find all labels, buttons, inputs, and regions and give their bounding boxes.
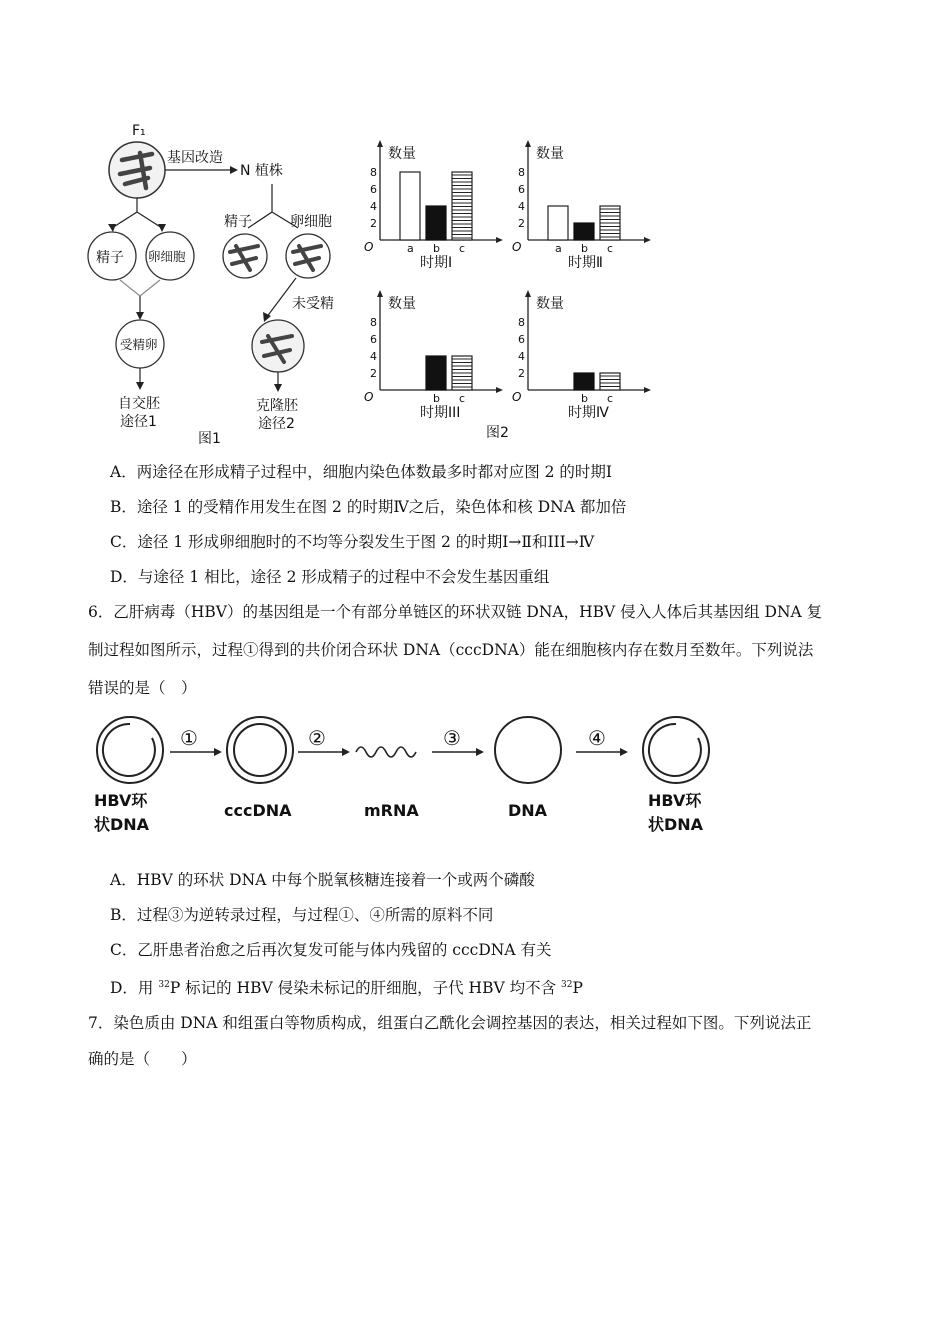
label-dna: DNA	[508, 801, 548, 820]
panel-title: 时期Ⅱ	[568, 255, 603, 271]
bar-a	[400, 172, 420, 240]
clone-cell	[252, 320, 304, 372]
q6-stem-line1: 6．乙肝病毒（HBV）的基因组是一个有部分单链区的环状双链 DNA，HBV 侵入人体后其基因组 DNA 复	[88, 603, 823, 621]
figure-2	[358, 135, 658, 445]
clone-embryo-label: 克隆胚	[256, 398, 298, 414]
split-lines	[112, 198, 162, 228]
panel-period-4	[512, 290, 651, 421]
self-embryo-label: 自交胚	[118, 396, 160, 412]
y-tick-label: 4	[518, 350, 525, 363]
q6-option-d: D．用 $^{32}$P 标记的 HBV 侵染未标记的肝细胞，子代 HBV 均不含 $^{32}$P	[110, 979, 583, 998]
y-tick-label: 4	[370, 350, 377, 363]
sperm-label-left: 精子	[96, 250, 124, 266]
y-tick-label: 6	[518, 333, 525, 346]
y-tick-label: 8	[518, 166, 525, 179]
origin-label: O	[512, 240, 522, 254]
label-hbv-2a: HBV环	[648, 791, 702, 810]
y-tick-label: 2	[518, 367, 525, 380]
gene-mod-label: 基因改造	[167, 150, 223, 166]
figure-1	[80, 118, 350, 453]
step-4: ④	[588, 726, 606, 750]
y-axis-label: 数量	[536, 296, 564, 312]
label-mrna: mRNA	[364, 801, 419, 820]
bar-b	[574, 223, 594, 240]
y-tick-label: 8	[370, 166, 377, 179]
bar-b	[574, 373, 594, 390]
q6-stem-line2: 制过程如图所示，过程①得到的共价闭合环状 DNA（cccDNA）能在细胞核内存在数月至数年。下列说法	[88, 641, 814, 659]
figure2-caption: 图2	[486, 425, 509, 441]
mrna-wave	[356, 747, 416, 757]
q7-stem-line2: 确的是（ ）	[88, 1050, 197, 1068]
x-tick-label: b	[581, 392, 588, 405]
y-tick-label: 8	[518, 316, 525, 329]
x-tick-label: c	[459, 392, 466, 405]
step-2: ②	[308, 726, 326, 750]
y-axis-label: 数量	[536, 146, 564, 162]
q5-option-a: A．两途径在形成精子过程中，细胞内染色体数最多时都对应图 2 的时期Ⅰ	[110, 463, 613, 481]
step-1: ①	[180, 726, 198, 750]
q5-option-d: D．与途径 1 相比，途径 2 形成精子的过程中不会发生基因重组	[110, 568, 550, 586]
zygote-label: 受精卵	[120, 337, 158, 352]
bar-b	[426, 206, 446, 240]
origin-label: O	[364, 390, 374, 404]
y-axis-label: 数量	[388, 146, 416, 162]
x-tick-label: b	[433, 242, 440, 255]
x-tick-label: c	[607, 242, 614, 255]
y-tick-label: 6	[370, 183, 377, 196]
egg-label-right: 卵细胞	[290, 214, 332, 230]
y-tick-label: 6	[518, 183, 525, 196]
x-tick-label: b	[581, 242, 588, 255]
cccdna-ring	[227, 717, 293, 783]
arrow-head	[230, 166, 238, 174]
q5-option-b: B．途径 1 的受精作用发生在图 2 的时期Ⅳ之后，染色体和核 DNA 都加倍	[110, 498, 627, 516]
panel-period-2	[512, 140, 651, 271]
panel-period-3	[364, 290, 503, 421]
unfertilized-label: 未受精	[292, 296, 334, 312]
q6-stem-line3: 错误的是（ ）	[88, 679, 197, 697]
f1-label: F₁	[132, 123, 146, 139]
figure1-caption: 图1	[198, 431, 221, 447]
q6-option-c: C．乙肝患者治愈之后再次复发可能与体内残留的 cccDNA 有关	[110, 941, 552, 959]
origin-label: O	[512, 390, 522, 404]
label-cccdna: cccDNA	[224, 801, 292, 820]
y-axis-label: 数量	[388, 296, 416, 312]
egg-label-left: 卵细胞	[148, 249, 186, 264]
panel-title: 时期Ⅰ	[420, 255, 453, 271]
bar-a	[548, 206, 568, 240]
origin-label: O	[364, 240, 374, 254]
merge-lines	[120, 280, 160, 296]
sperm-cell-right	[223, 234, 267, 278]
sperm-label-right: 精子	[224, 214, 252, 230]
y-tick-label: 2	[518, 217, 525, 230]
y-tick-label: 6	[370, 333, 377, 346]
panel-title: 时期III	[420, 405, 461, 421]
step-3: ③	[443, 726, 461, 750]
hbv-replication-diagram	[88, 712, 728, 842]
panel-title: 时期Ⅳ	[568, 405, 609, 421]
egg-cell-right	[286, 234, 330, 278]
y-tick-label: 4	[370, 200, 377, 213]
y-tick-label: 2	[370, 217, 377, 230]
y-tick-label: 2	[370, 367, 377, 380]
x-tick-label: c	[459, 242, 466, 255]
x-tick-label: a	[407, 242, 414, 255]
x-tick-label: a	[555, 242, 562, 255]
q6-option-a: A．HBV 的环状 DNA 中每个脱氧核糖连接着一个或两个磷酸	[110, 871, 535, 889]
panel-period-1	[364, 140, 503, 271]
path2-label: 途径2	[258, 416, 295, 432]
q7-stem-line1: 7．染色质由 DNA 和组蛋白等物质构成，组蛋白乙酰化会调控基因的表达，相关过程如下图。下列说法正	[88, 1014, 812, 1032]
bar-b	[426, 356, 446, 390]
x-tick-label: b	[433, 392, 440, 405]
label-hbv-2b: 状DNA	[648, 815, 704, 834]
label-hbv-1b: 状DNA	[94, 815, 150, 834]
y-tick-label: 8	[370, 316, 377, 329]
path1-label: 途径1	[120, 414, 157, 430]
y-tick-label: 4	[518, 200, 525, 213]
n-plant-label: N 植株	[240, 163, 283, 179]
q6-option-b: B．过程③为逆转录过程，与过程①、④所需的原料不同	[110, 906, 494, 924]
x-tick-label: c	[607, 392, 614, 405]
dna-ring	[495, 717, 561, 783]
label-hbv-1a: HBV环	[94, 791, 148, 810]
hbv-dna-ring-2	[643, 717, 709, 783]
q5-option-c: C．途径 1 形成卵细胞时的不均等分裂发生于图 2 的时期Ⅰ→Ⅱ和III→Ⅳ	[110, 533, 595, 551]
hbv-dna-ring	[97, 717, 163, 783]
